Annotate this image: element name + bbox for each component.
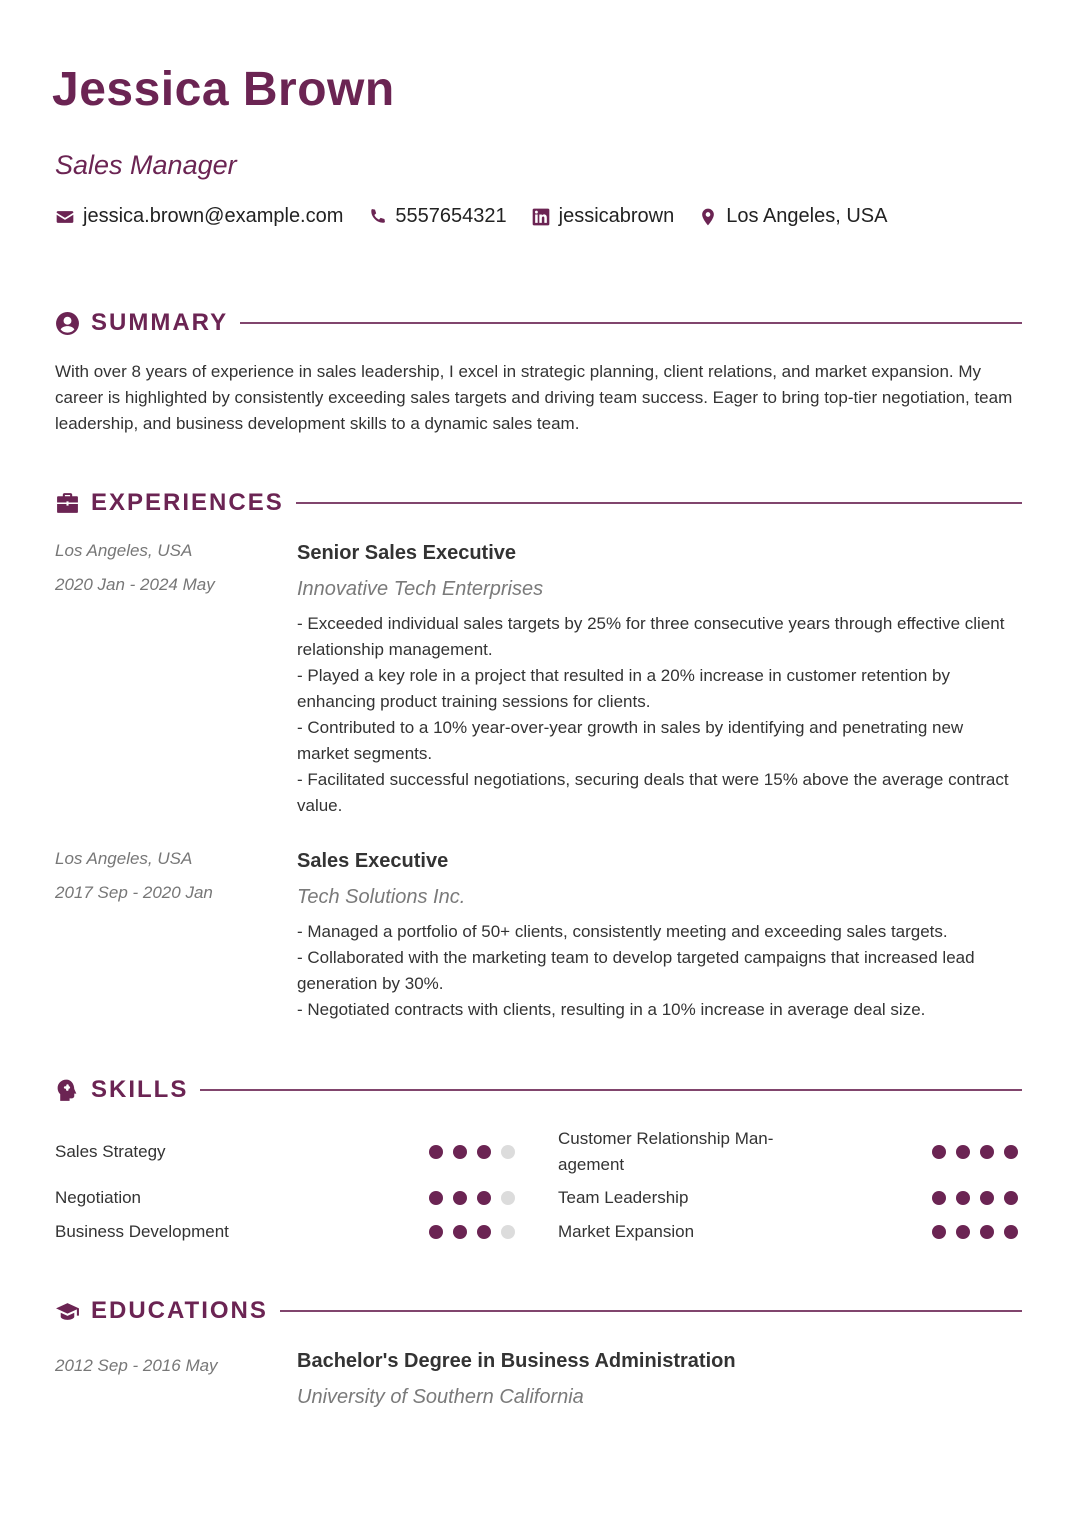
educations-title: EDUCATIONS <box>91 1297 268 1324</box>
skills-header <box>55 1076 1022 1104</box>
job-title: Senior Sales Executive <box>297 542 517 564</box>
skill-name: Market Expansion <box>558 1222 695 1241</box>
experience-meta <box>55 848 285 916</box>
skills-title: SKILLS <box>91 1076 189 1103</box>
rating-dot-filled <box>980 1225 994 1239</box>
rating-dot-filled <box>956 1191 970 1205</box>
section-divider <box>296 502 1022 504</box>
skill-name: Negotiation <box>55 1188 142 1207</box>
linkedin-icon <box>531 207 551 227</box>
experience-location: Los Angeles, USA <box>55 849 193 868</box>
section-divider <box>200 1089 1022 1091</box>
phone-icon <box>367 207 387 227</box>
rating-dot-empty <box>501 1145 515 1159</box>
summary-title: SUMMARY <box>91 309 229 336</box>
user-circle-icon <box>55 311 80 336</box>
achievement-item: - Collaborated with the marketing team to develop targeted campaigns that increased lead generation by 30%. <box>297 948 975 993</box>
skill-row <box>558 1185 1018 1211</box>
education-dates: 2012 Sep - 2016 May <box>55 1356 218 1375</box>
experience-body <box>297 540 1012 819</box>
contact-email[interactable] <box>55 205 343 228</box>
rating-dot-filled <box>1004 1191 1018 1205</box>
achievement-item: - Contributed to a 10% year-over-year growth in sales by identifying and penetrating new market segments. <box>297 718 964 763</box>
rating-dot-filled <box>429 1145 443 1159</box>
rating-dot-filled <box>1004 1225 1018 1239</box>
section-divider <box>280 1310 1022 1312</box>
rating-dot-filled <box>932 1191 946 1205</box>
rating-dot-filled <box>980 1191 994 1205</box>
skill-rating <box>419 1225 515 1239</box>
job-title: Sales Executive <box>297 850 449 872</box>
candidate-name: Jessica Brown <box>52 63 395 116</box>
experience-location: Los Angeles, USA <box>55 541 193 560</box>
briefcase-icon <box>55 491 80 516</box>
achievement-item: - Managed a portfolio of 50+ clients, consistently meeting and exceeding sales targets. <box>297 922 948 941</box>
brain-head-icon <box>55 1078 80 1103</box>
school-name: University of Southern California <box>297 1386 584 1408</box>
education-body <box>297 1348 736 1410</box>
skill-name: Sales Strategy <box>55 1142 166 1161</box>
phone-text: 5557654321 <box>395 205 507 227</box>
skill-rating <box>922 1145 1018 1159</box>
contact-location <box>698 205 887 228</box>
skill-row <box>55 1139 515 1165</box>
skill-row <box>55 1185 515 1211</box>
experience-meta <box>55 540 285 608</box>
candidate-role: Sales Manager <box>55 150 237 180</box>
rating-dot-filled <box>956 1145 970 1159</box>
rating-dot-filled <box>477 1225 491 1239</box>
experiences-title: EXPERIENCES <box>91 489 284 516</box>
educations-header <box>55 1297 1022 1325</box>
achievement-item: - Facilitated successful negotiations, securing deals that were 15% above the average contract value. <box>297 770 1009 815</box>
contact-phone[interactable] <box>367 205 506 228</box>
company-name: Tech Solutions Inc. <box>297 886 466 908</box>
skill-name: Customer Relationship Man-agement <box>558 1129 774 1174</box>
company-name: Innovative Tech Enterprises <box>297 578 544 600</box>
skill-name: Business Development <box>55 1222 229 1241</box>
graduation-cap-icon <box>55 1299 80 1324</box>
rating-dot-filled <box>932 1145 946 1159</box>
linkedin-text: jessicabrown <box>558 205 675 227</box>
rating-dot-filled <box>429 1225 443 1239</box>
rating-dot-filled <box>1004 1145 1018 1159</box>
rating-dot-empty <box>501 1225 515 1239</box>
rating-dot-filled <box>956 1225 970 1239</box>
rating-dot-filled <box>453 1225 467 1239</box>
achievement-list <box>297 919 1012 1023</box>
rating-dot-filled <box>453 1191 467 1205</box>
achievement-item: - Exceeded individual sales targets by 25% for three consecutive years through effective client relationship management. <box>297 614 1005 659</box>
experiences-header <box>55 489 1022 517</box>
achievement-list <box>297 611 1012 819</box>
section-divider <box>240 322 1022 324</box>
location-text: Los Angeles, USA <box>726 205 888 227</box>
map-pin-icon <box>698 207 718 227</box>
experience-dates: 2020 Jan - 2024 May <box>55 575 215 594</box>
skill-rating <box>419 1191 515 1205</box>
email-text: jessica.brown@example.com <box>83 205 344 227</box>
envelope-icon <box>55 207 75 227</box>
rating-dot-empty <box>501 1191 515 1205</box>
degree-title: Bachelor's Degree in Business Administration <box>297 1350 736 1372</box>
skill-name: Team Leadership <box>558 1188 689 1207</box>
skill-row <box>558 1219 1018 1245</box>
summary-header <box>55 309 1022 337</box>
achievement-item: - Played a key role in a project that resulted in a 20% increase in customer retention by enhancing product training sessions for clients. <box>297 666 950 711</box>
summary-text: With over 8 years of experience in sales leadership, I excel in strategic planning, client relations, and market expansion. My career is highlighted by consistently exceeding sales targets and driving team success. Eager to bring top-tier negotiation, team leadership, and business development skills to a dynamic sales team. <box>55 362 1013 433</box>
rating-dot-filled <box>477 1145 491 1159</box>
skill-row <box>558 1126 1018 1178</box>
rating-dot-filled <box>477 1191 491 1205</box>
skill-row <box>55 1219 515 1245</box>
experience-dates: 2017 Sep - 2020 Jan <box>55 883 213 902</box>
contact-bar <box>55 205 911 228</box>
rating-dot-filled <box>980 1145 994 1159</box>
contact-linkedin[interactable] <box>531 205 675 228</box>
rating-dot-filled <box>932 1225 946 1239</box>
rating-dot-filled <box>429 1191 443 1205</box>
achievement-item: - Negotiated contracts with clients, resulting in a 10% increase in average deal size. <box>297 1000 926 1019</box>
experience-body <box>297 848 1012 1023</box>
rating-dot-filled <box>453 1145 467 1159</box>
skill-rating <box>419 1145 515 1159</box>
skill-rating <box>922 1191 1018 1205</box>
skill-rating <box>922 1225 1018 1239</box>
